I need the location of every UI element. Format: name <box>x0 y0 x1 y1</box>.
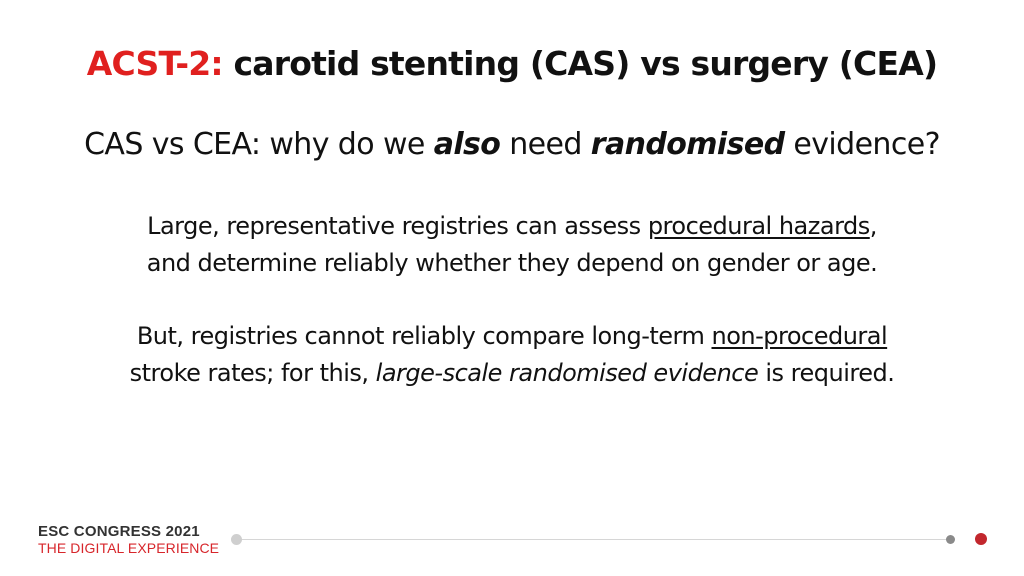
subtitle-part1: CAS vs CEA: why do we <box>84 127 434 162</box>
procedural-hazards-underlined: procedural hazards <box>647 212 870 240</box>
paragraph2-line2-start: stroke rates; for this, <box>129 359 376 387</box>
footer-dot-left <box>231 534 242 545</box>
paragraph2-line2 <box>0 355 1024 392</box>
paragraph1-line1-end: , <box>869 212 877 240</box>
non-procedural-underlined: non-procedural <box>711 322 888 350</box>
subtitle-part3: evidence? <box>784 127 940 162</box>
logo-line1: ESC CONGRESS 2021 <box>38 523 200 540</box>
logo-line2: THE DIGITAL EXPERIENCE <box>38 540 220 556</box>
paragraph2-line2-end: is required. <box>758 359 895 387</box>
paragraph2-line2-italic: large-scale randomised evidence <box>375 359 759 387</box>
paragraph-registries-hazards <box>0 208 1024 282</box>
esc-congress-logo <box>38 523 219 557</box>
paragraph2-line1-text: But, registries cannot reliably compare long-term <box>136 322 712 350</box>
slide-subtitle <box>0 127 1024 162</box>
paragraph2-line1 <box>0 318 1024 355</box>
paragraph1-line2: and determine reliably whether they depend on gender or age. <box>146 249 878 277</box>
paragraph-registries-limits <box>0 318 1024 392</box>
slide-title <box>0 44 1024 83</box>
footer-divider <box>236 539 952 540</box>
paragraph1-line1 <box>0 208 1024 245</box>
subtitle-randomised: randomised <box>590 127 785 162</box>
footer-dot-red <box>975 533 987 545</box>
footer-dot-grey <box>946 535 955 544</box>
subtitle-part2: need <box>500 127 591 162</box>
title-prefix: ACST-2: <box>86 44 223 83</box>
paragraph1-line1-text: Large, representative registries can assess <box>147 212 648 240</box>
title-main: carotid stenting (CAS) vs surgery (CEA) <box>222 44 938 83</box>
subtitle-also: also <box>433 127 501 162</box>
